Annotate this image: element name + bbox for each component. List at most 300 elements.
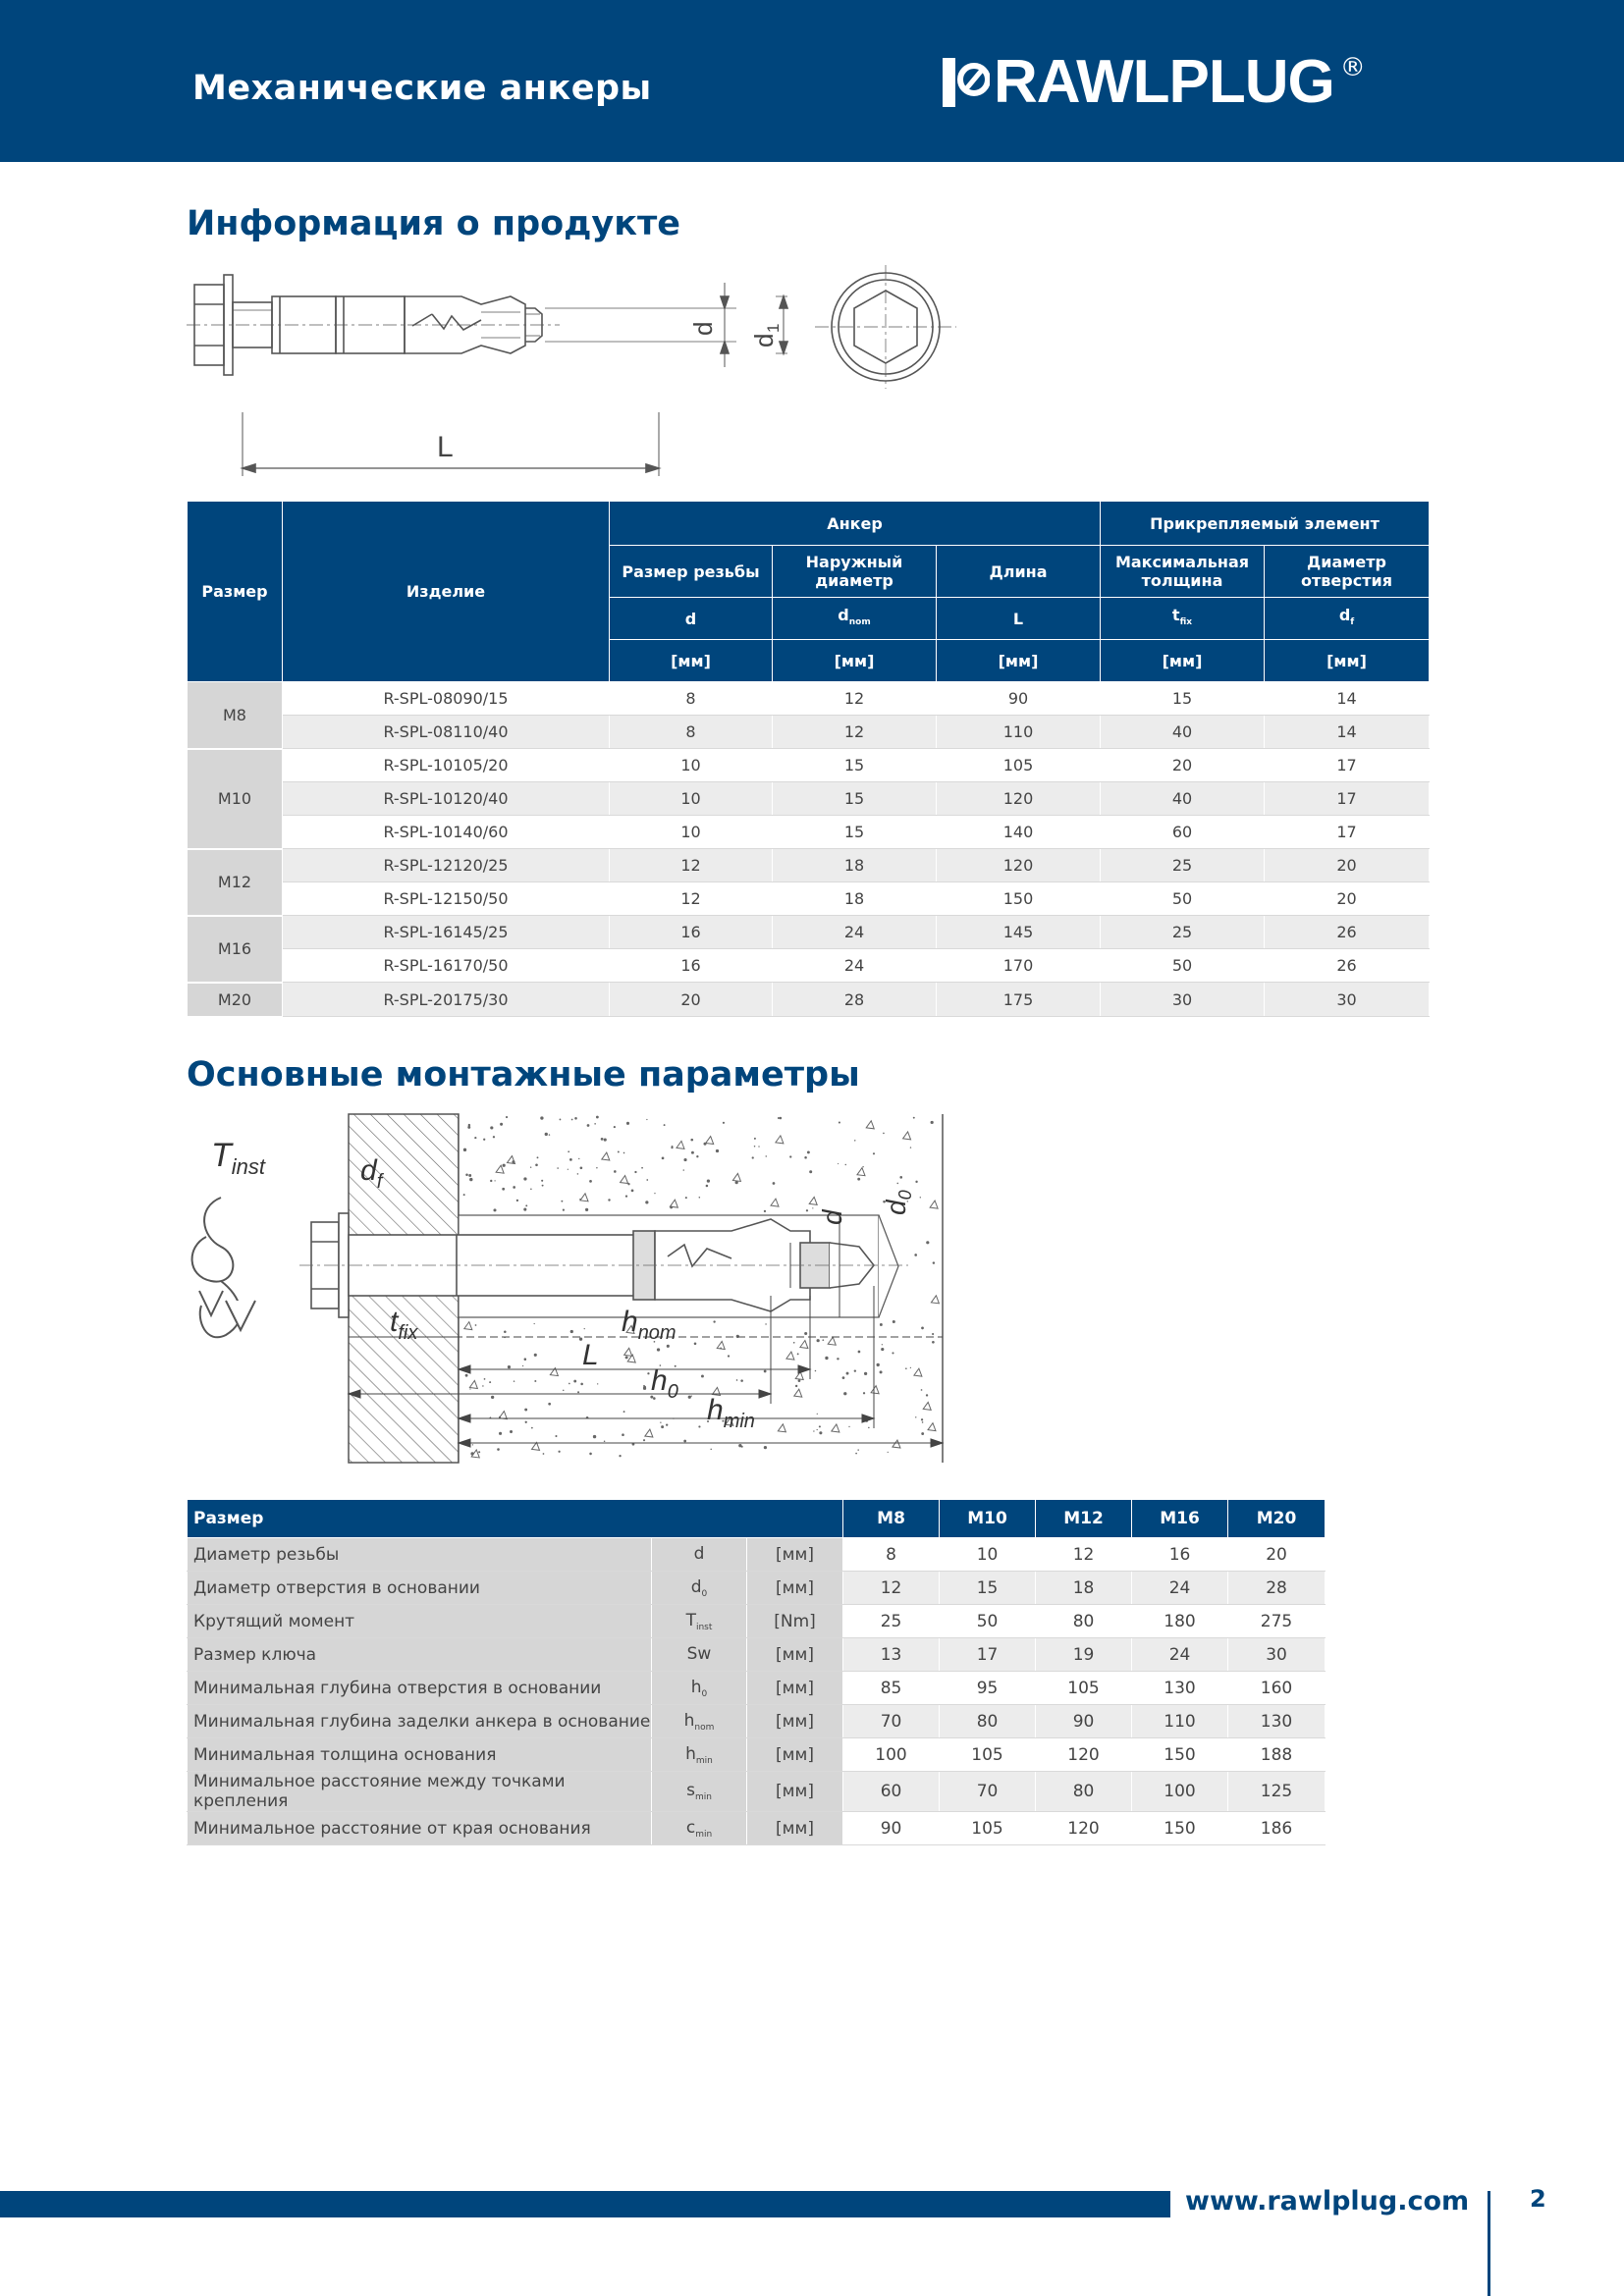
param-unit: [мм]: [747, 1738, 843, 1772]
value-cell: 110: [937, 716, 1101, 749]
installation-params-table: [187, 1499, 1326, 1845]
param-value: 120: [1036, 1812, 1132, 1845]
aggregate-dot: [475, 1324, 477, 1326]
aggregate-dot: [463, 1194, 465, 1196]
aggregate-dot: [932, 1341, 935, 1344]
aggregate-dot: [893, 1320, 895, 1323]
col-header-length: Длина: [937, 546, 1101, 598]
aggregate-dot: [646, 1179, 648, 1181]
value-cell: 18: [773, 882, 937, 916]
aggregate-dot: [483, 1139, 485, 1141]
aggregate-dot: [508, 1365, 511, 1368]
aggregate-dot: [778, 1117, 780, 1119]
value-cell: 15: [773, 749, 937, 782]
value-cell: 20: [1265, 849, 1430, 882]
aggregate-dot: [537, 1156, 539, 1158]
param-value: 8: [843, 1538, 940, 1572]
param-value: 150: [1132, 1738, 1228, 1772]
param-symbol: $T_{inst}$: [652, 1605, 747, 1638]
aggregate-dot: [837, 1358, 839, 1360]
aggregate-dot: [910, 1367, 911, 1368]
size-cell: M20: [188, 983, 283, 1017]
param-value: 16: [1132, 1538, 1228, 1572]
table-row: [188, 849, 1430, 882]
product-cell: R-SPL-20175/30: [283, 983, 610, 1017]
aggregate-dot: [643, 1385, 645, 1387]
param-value: 18: [1036, 1572, 1132, 1605]
aggregate-dot: [913, 1117, 915, 1119]
value-cell: 10: [610, 816, 773, 849]
aggregate-dot: [561, 1201, 563, 1202]
param-value: 30: [1228, 1638, 1326, 1672]
table-row: [188, 1638, 1326, 1672]
aggregate-dot: [535, 1163, 538, 1166]
aggregate-dot: [596, 1116, 599, 1119]
aggregate-dot: [817, 1414, 818, 1415]
col-header-max-thickness: Максимальная толщина: [1101, 546, 1265, 598]
aggregate-dot: [716, 1149, 719, 1152]
value-cell: 20: [610, 983, 773, 1017]
aggregate-dot: [899, 1176, 902, 1179]
aggregate-dot: [773, 1182, 776, 1185]
param-symbol: $d_0$: [652, 1572, 747, 1605]
product-cell: R-SPL-08110/40: [283, 716, 610, 749]
param-value: 180: [1132, 1605, 1228, 1638]
aggregate-dot: [563, 1390, 564, 1391]
param-value: 12: [1036, 1538, 1132, 1572]
aggregate-dot: [880, 1323, 883, 1326]
aggregate-dot: [625, 1356, 628, 1359]
aggregate-dot: [623, 1152, 625, 1154]
aggregate-dot: [765, 1323, 766, 1324]
param-header-M8: M8: [843, 1500, 940, 1538]
value-cell: 26: [1265, 949, 1430, 983]
aggregate-dot: [809, 1170, 812, 1173]
aggregate-dot: [660, 1421, 661, 1422]
aggregate-dot: [657, 1348, 660, 1351]
aggregate-dot: [560, 1119, 562, 1121]
aggregate-dot: [478, 1451, 480, 1453]
value-cell: 40: [1101, 716, 1265, 749]
aggregate-dot: [854, 1140, 855, 1141]
table-row: [188, 1572, 1326, 1605]
param-value: 70: [843, 1705, 940, 1738]
symbol-tfix: $t_{fix}$: [1101, 598, 1265, 640]
param-value: 90: [843, 1812, 940, 1845]
aggregate-dot: [883, 1133, 885, 1135]
value-cell: 14: [1265, 682, 1430, 716]
aggregate-dot: [877, 1363, 880, 1366]
param-symbol: $h_{min}$: [652, 1738, 747, 1772]
aggregate-dot: [683, 1169, 684, 1170]
aggregate-dot: [574, 1117, 577, 1120]
aggregate-dot: [857, 1449, 858, 1450]
value-cell: 8: [610, 682, 773, 716]
aggregate-dot: [530, 1189, 532, 1191]
param-value: 19: [1036, 1638, 1132, 1672]
param-header-M10: M10: [940, 1500, 1036, 1538]
aggregate-dot: [534, 1380, 536, 1382]
aggregate-dot: [601, 1138, 604, 1141]
value-cell: 40: [1101, 782, 1265, 816]
param-name: Минимальное расстояние между точками крепления: [188, 1772, 652, 1812]
aggregate-dot: [854, 1369, 856, 1371]
symbol-dnom: $d_{nom}$: [773, 598, 937, 640]
value-cell: 15: [773, 816, 937, 849]
table-row: [188, 1772, 1326, 1812]
aggregate-dot: [667, 1345, 670, 1348]
param-header-M20: M20: [1228, 1500, 1326, 1538]
aggregate-dot: [577, 1173, 579, 1175]
value-cell: 25: [1101, 849, 1265, 882]
aggregate-dot: [842, 1376, 845, 1379]
symbol-d: d: [610, 598, 773, 640]
param-value: 70: [940, 1772, 1036, 1812]
value-cell: 10: [610, 749, 773, 782]
drawing-label-d: d: [688, 321, 718, 336]
aggregate-dot: [701, 1375, 704, 1378]
size-cell: M12: [188, 849, 283, 916]
value-cell: 12: [773, 682, 937, 716]
aggregate-dot: [522, 1365, 523, 1366]
aggregate-dot: [858, 1351, 861, 1354]
value-cell: 170: [937, 949, 1101, 983]
aggregate-dot: [736, 1379, 738, 1381]
param-value: 95: [940, 1672, 1036, 1705]
aggregate-dot: [614, 1170, 617, 1173]
param-value: 24: [1132, 1638, 1228, 1672]
aggregate-dot: [812, 1207, 813, 1208]
product-cell: R-SPL-10105/20: [283, 749, 610, 782]
aggregate-dot: [500, 1123, 503, 1126]
aggregate-dot: [825, 1357, 828, 1360]
aggregate-dot: [625, 1196, 627, 1198]
aggregate-dot: [467, 1126, 470, 1129]
aggregate-dot: [463, 1148, 466, 1151]
aggregate-dot: [710, 1449, 711, 1450]
param-value: 80: [1036, 1605, 1132, 1638]
col-header-hole-diameter: Диаметр отверстия: [1265, 546, 1430, 598]
table-row: [188, 816, 1430, 849]
aggregate-dot: [798, 1379, 801, 1382]
group-header-fixture: Прикрепляемый элемент: [1101, 502, 1430, 546]
aggregate-dot: [838, 1163, 839, 1164]
aggregate-dot: [570, 1330, 573, 1333]
aggregate-dot: [542, 1185, 544, 1187]
anchor-product-drawing: [187, 265, 972, 486]
aggregate-dot: [491, 1396, 494, 1399]
aggregate-dot: [807, 1150, 810, 1153]
param-name: Минимальная глубина отверстия в основании: [188, 1672, 652, 1705]
value-cell: 12: [610, 849, 773, 882]
aggregate-dot: [862, 1166, 863, 1167]
value-cell: 150: [937, 882, 1101, 916]
aggregate-dot: [888, 1452, 889, 1453]
value-cell: 17: [1265, 816, 1430, 849]
param-value: 50: [940, 1605, 1036, 1638]
aggregate-dot: [499, 1432, 502, 1435]
value-cell: 26: [1265, 916, 1430, 949]
aggregate-dot: [915, 1416, 916, 1417]
aggregate-dot: [863, 1392, 865, 1394]
aggregate-dot: [864, 1372, 867, 1375]
unit-cell: [мм]: [1265, 640, 1430, 682]
aggregate-dot: [873, 1152, 875, 1154]
param-symbol: $c_{min}$: [652, 1812, 747, 1845]
aggregate-dot: [504, 1330, 507, 1333]
aggregate-dot: [580, 1166, 583, 1169]
param-value: 125: [1228, 1772, 1326, 1812]
param-name: Диаметр отверстия в основании: [188, 1572, 652, 1605]
table-row: [188, 782, 1430, 816]
aggregate-dot: [896, 1183, 898, 1185]
aggregate-dot: [892, 1352, 893, 1354]
aggregate-dot: [580, 1383, 583, 1386]
aggregate-dot: [469, 1388, 470, 1389]
brand-registered-mark: ®: [1339, 53, 1366, 82]
value-cell: 120: [937, 849, 1101, 882]
param-value: 24: [1132, 1572, 1228, 1605]
table-row: [188, 882, 1430, 916]
aggregate-dot: [543, 1453, 545, 1455]
aggregate-dot: [540, 1116, 543, 1119]
aggregate-dot: [822, 1339, 824, 1341]
aggregate-dot: [594, 1123, 596, 1125]
table-row: [188, 916, 1430, 949]
table-row: [188, 749, 1430, 782]
aggregate-dot: [608, 1199, 610, 1201]
aggregate-dot: [764, 1210, 766, 1212]
value-cell: 145: [937, 916, 1101, 949]
aggregate-dot: [524, 1409, 527, 1412]
aggregate-dot: [921, 1432, 924, 1435]
param-value: 12: [843, 1572, 940, 1605]
aggregate-dot: [921, 1327, 924, 1330]
value-cell: 24: [773, 916, 937, 949]
aggregate-dot: [493, 1136, 495, 1138]
aggregate-dot: [855, 1453, 857, 1455]
param-value: 120: [1036, 1738, 1132, 1772]
aggregate-dot: [845, 1164, 846, 1165]
param-symbol: $h_0$: [652, 1672, 747, 1705]
param-name: Минимальная толщина основания: [188, 1738, 652, 1772]
aggregate-dot: [534, 1323, 535, 1324]
aggregate-dot: [516, 1200, 518, 1201]
aggregate-dot: [806, 1209, 808, 1211]
param-value: 150: [1132, 1812, 1228, 1845]
param-symbol: $s_{min}$: [652, 1772, 747, 1812]
drawing-label-L: L: [437, 431, 454, 463]
param-header-M12: M12: [1036, 1500, 1132, 1538]
aggregate-dot: [577, 1391, 579, 1393]
diagram-label-df: $d_f$: [360, 1154, 383, 1193]
product-info-table: [187, 501, 1430, 1018]
aggregate-dot: [604, 1440, 606, 1442]
param-value: 17: [940, 1638, 1036, 1672]
footer-divider: [1488, 2191, 1490, 2296]
aggregate-dot: [472, 1444, 473, 1445]
param-symbol: Sw: [652, 1638, 747, 1672]
table-row: [188, 983, 1430, 1017]
page-number: 2: [1530, 2185, 1546, 2213]
aggregate-dot: [685, 1197, 687, 1199]
aggregate-dot: [720, 1348, 722, 1350]
value-cell: 14: [1265, 716, 1430, 749]
aggregate-dot: [723, 1122, 725, 1124]
aggregate-dot: [523, 1177, 526, 1180]
param-unit: [мм]: [747, 1538, 843, 1572]
aggregate-dot: [549, 1134, 550, 1135]
value-cell: 25: [1101, 916, 1265, 949]
aggregate-dot: [614, 1126, 616, 1128]
table-row: [188, 682, 1430, 716]
aggregate-dot: [465, 1374, 468, 1377]
footer-url[interactable]: www.rawlplug.com: [1185, 2186, 1470, 2216]
param-value: 130: [1132, 1672, 1228, 1705]
param-unit: [мм]: [747, 1638, 843, 1672]
aggregate-dot: [571, 1119, 573, 1121]
product-cell: R-SPL-16170/50: [283, 949, 610, 983]
aggregate-dot: [881, 1348, 884, 1351]
aggregate-dot: [817, 1429, 818, 1430]
aggregate-dot: [579, 1199, 581, 1201]
param-name: Минимальное расстояние от края основания: [188, 1812, 652, 1845]
aggregate-dot: [512, 1160, 514, 1163]
param-unit: [Nm]: [747, 1605, 843, 1638]
aggregate-dot: [618, 1151, 620, 1153]
size-cell: M8: [188, 682, 283, 749]
aggregate-dot: [661, 1425, 664, 1428]
aggregate-dot: [795, 1385, 797, 1387]
aggregate-dot: [683, 1440, 686, 1443]
aggregate-dot: [738, 1444, 741, 1447]
aggregate-dot: [691, 1395, 692, 1396]
aggregate-dot: [589, 1453, 592, 1456]
table-row: [188, 716, 1430, 749]
size-cell: M10: [188, 749, 283, 849]
aggregate-dot: [597, 1383, 598, 1384]
param-name: Диаметр резьбы: [188, 1538, 652, 1572]
aggregate-dot: [623, 1411, 625, 1413]
aggregate-dot: [713, 1320, 715, 1322]
aggregate-dot: [754, 1146, 756, 1148]
aggregate-dot: [696, 1155, 698, 1157]
param-value: 10: [940, 1538, 1036, 1572]
aggregate-dot: [474, 1137, 476, 1139]
param-value: 100: [1132, 1772, 1228, 1812]
aggregate-dot: [654, 1193, 655, 1194]
aggregate-dot: [672, 1146, 674, 1148]
aggregate-dot: [555, 1435, 557, 1437]
aggregate-dot: [626, 1122, 629, 1125]
param-unit: [мм]: [747, 1705, 843, 1738]
aggregate-dot: [584, 1328, 585, 1329]
aggregate-dot: [843, 1392, 846, 1395]
installation-diagram: [182, 1109, 967, 1472]
aggregate-dot: [766, 1155, 767, 1156]
param-symbol: $h_{nom}$: [652, 1705, 747, 1738]
aggregate-dot: [465, 1174, 468, 1177]
table-row: [188, 949, 1430, 983]
aggregate-dot: [846, 1372, 849, 1375]
aggregate-dot: [804, 1332, 807, 1335]
value-cell: 50: [1101, 882, 1265, 916]
aggregate-dot: [688, 1396, 691, 1399]
diagram-label-tinst: $T_{inst}$: [211, 1137, 266, 1179]
product-section-title: Информация о продукте: [187, 204, 681, 243]
value-cell: 16: [610, 949, 773, 983]
product-cell: R-SPL-16145/25: [283, 916, 610, 949]
param-unit: [мм]: [747, 1672, 843, 1705]
aggregate-dot: [764, 1370, 767, 1373]
aggregate-dot: [797, 1353, 799, 1355]
param-value: 105: [1036, 1672, 1132, 1705]
param-name: Крутящий момент: [188, 1605, 652, 1638]
param-value: 105: [940, 1738, 1036, 1772]
drawing-label-d1: d: [749, 333, 779, 347]
aggregate-dot: [698, 1425, 700, 1427]
value-cell: 16: [610, 916, 773, 949]
aggregate-dot: [758, 1146, 759, 1147]
diagram-label-tfix: $t_{fix}$: [390, 1306, 418, 1344]
aggregate-dot: [690, 1139, 693, 1142]
aggregate-dot: [531, 1427, 533, 1429]
diagram-label-hnom: $h_{nom}$: [622, 1306, 677, 1344]
aggregate-dot: [882, 1344, 883, 1345]
aggregate-dot: [643, 1387, 646, 1390]
aggregate-dot: [914, 1254, 917, 1256]
unit-cell: [мм]: [773, 640, 937, 682]
aggregate-dot: [804, 1156, 807, 1159]
value-cell: 30: [1265, 983, 1430, 1017]
aggregate-dot: [545, 1133, 548, 1136]
aggregate-dot: [541, 1180, 543, 1182]
aggregate-dot: [740, 1379, 743, 1382]
aggregate-dot: [641, 1167, 643, 1169]
aggregate-dot: [817, 1339, 820, 1342]
aggregate-dot: [573, 1380, 576, 1383]
product-cell: R-SPL-10120/40: [283, 782, 610, 816]
aggregate-dot: [589, 1180, 592, 1183]
brand-name: RAWLPLUG: [994, 48, 1334, 116]
aggregate-dot: [578, 1158, 579, 1159]
aggregate-dot: [868, 1427, 870, 1429]
aggregate-dot: [694, 1343, 697, 1346]
param-value: 25: [843, 1605, 940, 1638]
value-cell: 17: [1265, 749, 1430, 782]
aggregate-dot: [506, 1116, 508, 1118]
aggregate-dot: [513, 1186, 515, 1189]
aggregate-dot: [813, 1430, 814, 1431]
table-row: [188, 1812, 1326, 1845]
param-value: 110: [1132, 1705, 1228, 1738]
aggregate-dot: [662, 1157, 665, 1160]
aggregate-dot: [780, 1117, 783, 1120]
aggregate-dot: [510, 1430, 513, 1433]
aggregate-dot: [910, 1147, 911, 1148]
param-value: 90: [1036, 1705, 1132, 1738]
diagram-label-L: L: [582, 1339, 599, 1371]
diagram-label-hmin: $h_{min}$: [707, 1394, 755, 1432]
aggregate-dot: [643, 1439, 645, 1441]
value-cell: 8: [610, 716, 773, 749]
col-header-outer-diameter: Наружный диаметр: [773, 546, 937, 598]
param-value: 100: [843, 1738, 940, 1772]
param-value: 85: [843, 1672, 940, 1705]
col-header-product: Изделие: [283, 502, 610, 682]
aggregate-dot: [548, 1403, 551, 1406]
table-row: [188, 1705, 1326, 1738]
